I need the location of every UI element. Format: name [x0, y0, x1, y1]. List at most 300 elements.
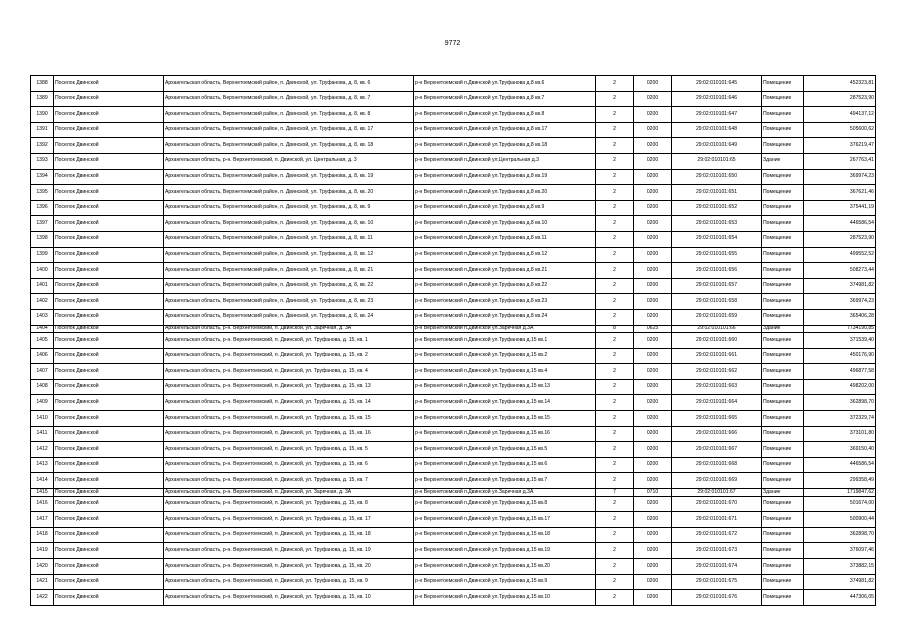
settlement-name: Поселок Двинской — [54, 457, 164, 473]
object-type: Помещение — [762, 395, 804, 411]
full-address: Архангельская область, р-н. Верхнетоемский, п. Двинской, ул. Труфанова, д. 15, кв. 20 — [164, 559, 414, 575]
row-number: 1405 — [31, 333, 54, 349]
table-row — [31, 216, 876, 232]
short-address: р-н Верхнетоемский п.Двинской ул.Труфанова д.15 кв.20 — [414, 559, 596, 575]
short-address: р-н Верхнетоемский п.Двинской ул.Труфанова д.8 кв.22 — [414, 278, 596, 294]
cadastral-number: 29:02:010101:647 — [672, 107, 762, 123]
short-address: р-н Верхнетоемский п.Двинской ул.Труфанова д.15 кв.1 — [414, 333, 596, 349]
cadastral-value: 500900,44 — [804, 512, 876, 528]
category-code: 2 — [596, 559, 634, 575]
settlement-name: Поселок Двинской — [54, 107, 164, 123]
object-type: Помещение — [762, 247, 804, 263]
table-row — [31, 411, 876, 427]
row-number: 1398 — [31, 231, 54, 247]
category-code: 2 — [596, 574, 634, 590]
cadastral-number: 29:02:010101:655 — [672, 247, 762, 263]
cadastral-number: 29:02:010101:661 — [672, 348, 762, 364]
object-type: Помещение — [762, 348, 804, 364]
cadastral-number: 29:02:010101:675 — [672, 574, 762, 590]
table-row — [31, 442, 876, 458]
category-code: 2 — [596, 278, 634, 294]
settlement-name: Поселок Двинской — [54, 325, 164, 333]
settlement-name: Поселок Двинской — [54, 527, 164, 543]
table-row — [31, 107, 876, 123]
type-code: 0200 — [634, 590, 672, 606]
category-code: 2 — [596, 294, 634, 310]
cadastral-value: 499552,52 — [804, 247, 876, 263]
full-address: Архангельская область, Верхнетоемский район, п. Двинской, ул. Труфанова, д. 8, кв. 17 — [164, 122, 414, 138]
type-code: 0200 — [634, 247, 672, 263]
cadastral-value: 369150,40 — [804, 442, 876, 458]
short-address: р-н Верхнетоемский п.Двинской ул.Труфанова д.15 кв.17 — [414, 512, 596, 528]
object-type: Помещение — [762, 122, 804, 138]
short-address: р-н Верхнетоемский п.Двинской ул.Труфанова д.15 кв.13 — [414, 379, 596, 395]
category-code: 2 — [596, 200, 634, 216]
category-code: 2 — [596, 457, 634, 473]
category-code: 2 — [596, 76, 634, 92]
cadastral-value: 376097,46 — [804, 543, 876, 559]
object-type: Помещение — [762, 364, 804, 380]
table-row — [31, 379, 876, 395]
row-number: 1422 — [31, 590, 54, 606]
cadastral-number: 29:02:010101:651 — [672, 185, 762, 201]
table-row — [31, 309, 876, 325]
cadastral-value: 1719847,62 — [804, 489, 876, 497]
category-code: 2 — [596, 411, 634, 427]
cadastral-value: 446586,54 — [804, 216, 876, 232]
row-number: 1390 — [31, 107, 54, 123]
short-address: р-н Верхнетоемский п.Двинской ул.Труфанова д.8 кв.19 — [414, 169, 596, 185]
category-code: 2 — [596, 543, 634, 559]
full-address: Архангельская область, Верхнетоемский район, п. Двинской, ул. Труфанова, д. 8, кв. 7 — [164, 91, 414, 107]
table-row — [31, 247, 876, 263]
short-address: р-н Верхнетоемский п.Двинской ул.Труфанова д.15 кв.14 — [414, 395, 596, 411]
cadastral-number: 29:02:010101:646 — [672, 91, 762, 107]
object-type: Помещение — [762, 91, 804, 107]
full-address: Архангельская область, р-н. Верхнетоемский, п. Двинской, ул. Труфанова, д. 15, кв. 7 — [164, 473, 414, 489]
cadastral-number: 29:02:010101:667 — [672, 442, 762, 458]
full-address: Архангельская область, р-н. Верхнетоемский, п. Двинской, ул. Труфанова, д. 15, кв. 6 — [164, 457, 414, 473]
category-code: 7 — [596, 489, 634, 497]
full-address: Архангельская область, Верхнетоемский район, п. Двинской, ул. Труфанова, д. 8, кв. 8 — [164, 107, 414, 123]
short-address: р-н Верхнетоемский п.Двинской ул.Труфанова д.8 кв.6 — [414, 76, 596, 92]
category-code: 2 — [596, 364, 634, 380]
category-code: 2 — [596, 473, 634, 489]
settlement-name: Поселок Двинской — [54, 364, 164, 380]
settlement-name: Поселок Двинской — [54, 574, 164, 590]
cadastral-value: 508273,44 — [804, 263, 876, 279]
full-address: Архангельская область, р-н. Верхнетоемский, п. Двинской, ул. Труфанова, д. 15, кв. 4 — [164, 364, 414, 380]
type-code: 0200 — [634, 185, 672, 201]
full-address: Архангельская область, Верхнетоемский район, п. Двинской, ул. Труфанова, д. 8, кв. 9 — [164, 200, 414, 216]
table-row — [31, 169, 876, 185]
table-row — [31, 200, 876, 216]
settlement-name: Поселок Двинской — [54, 590, 164, 606]
type-code: 0200 — [634, 348, 672, 364]
type-code: 0200 — [634, 364, 672, 380]
full-address: Архангельская область, р-н. Верхнетоемский, п. Двинской, ул. Труфанова, д. 15, кв. 16 — [164, 426, 414, 442]
table-row — [31, 457, 876, 473]
type-code: 0200 — [634, 107, 672, 123]
cadastral-value: 7734190,85 — [804, 325, 876, 333]
short-address: р-н Верхнетоемский п.Двинской ул.Труфанова д.15 кв.16 — [414, 426, 596, 442]
category-code: 2 — [596, 333, 634, 349]
cadastral-value: 373882,15 — [804, 559, 876, 575]
cadastral-number: 29:02:010101:657 — [672, 278, 762, 294]
type-code: 0200 — [634, 442, 672, 458]
type-code: 0200 — [634, 309, 672, 325]
settlement-name: Поселок Двинской — [54, 185, 164, 201]
object-type: Помещение — [762, 216, 804, 232]
type-code: 0200 — [634, 138, 672, 154]
row-number: 1394 — [31, 169, 54, 185]
short-address: р-н Верхнетоемский п.Двинской ул.Труфанова д.8 кв.10 — [414, 216, 596, 232]
property-table — [30, 75, 876, 606]
type-code: 0200 — [634, 574, 672, 590]
cadastral-number: 29:02:010101:652 — [672, 200, 762, 216]
row-number: 1418 — [31, 527, 54, 543]
row-number: 1388 — [31, 76, 54, 92]
cadastral-number: 29:02:010101:670 — [672, 496, 762, 512]
settlement-name: Поселок Двинской — [54, 263, 164, 279]
table-row — [31, 543, 876, 559]
cadastral-number: 29:02:010101:658 — [672, 294, 762, 310]
category-code: 2 — [596, 442, 634, 458]
cadastral-value: 496877,58 — [804, 364, 876, 380]
row-number: 1392 — [31, 138, 54, 154]
row-number: 1404 — [31, 325, 54, 333]
table-row — [31, 325, 876, 333]
object-type: Помещение — [762, 200, 804, 216]
category-code: 2 — [596, 185, 634, 201]
table-row — [31, 364, 876, 380]
short-address: р-н Верхнетоемский п.Двинской ул.Труфанова д.8 кв.18 — [414, 138, 596, 154]
cadastral-number: 29:02:010101:665 — [672, 411, 762, 427]
category-code: 2 — [596, 107, 634, 123]
category-code: 2 — [596, 231, 634, 247]
cadastral-number: 29:02:010101:66 — [672, 325, 762, 333]
cadastral-value: 372329,74 — [804, 411, 876, 427]
row-number: 1421 — [31, 574, 54, 590]
full-address: Архангельская область, Верхнетоемский район, п. Двинской, ул. Труфанова, д. 8, кв. 23 — [164, 294, 414, 310]
object-type: Помещение — [762, 512, 804, 528]
full-address: Архангельская область, р-н. Верхнетоемский, п. Двинской, ул. Труфанова, д. 15, кв. 19 — [164, 543, 414, 559]
table-row — [31, 278, 876, 294]
settlement-name: Поселок Двинской — [54, 309, 164, 325]
cadastral-number: 29:02:010101:662 — [672, 364, 762, 380]
short-address: р-н Верхнетоемский п.Двинской ул.Заречная д.3А — [414, 489, 596, 497]
type-code: 0200 — [634, 379, 672, 395]
settlement-name: Поселок Двинской — [54, 216, 164, 232]
row-number: 1409 — [31, 395, 54, 411]
table-row — [31, 559, 876, 575]
cadastral-number: 29:02:010101:649 — [672, 138, 762, 154]
cadastral-value: 450176,90 — [804, 348, 876, 364]
object-type: Помещение — [762, 411, 804, 427]
settlement-name: Поселок Двинской — [54, 122, 164, 138]
object-type: Помещение — [762, 278, 804, 294]
object-type: Помещение — [762, 76, 804, 92]
object-type: Помещение — [762, 294, 804, 310]
settlement-name: Поселок Двинской — [54, 426, 164, 442]
cadastral-number: 29:02:010101:671 — [672, 512, 762, 528]
row-number: 1414 — [31, 473, 54, 489]
cadastral-number: 29:02:010101:653 — [672, 216, 762, 232]
settlement-name: Поселок Двинской — [54, 512, 164, 528]
table-row — [31, 76, 876, 92]
type-code: 0200 — [634, 426, 672, 442]
cadastral-number: 29:02:010101:668 — [672, 457, 762, 473]
table-row — [31, 231, 876, 247]
short-address: р-н Верхнетоемский п.Двинской ул.Труфанова д.15 кв.15 — [414, 411, 596, 427]
short-address: р-н Верхнетоемский п.Двинской ул.Труфанова д.8 кв.23 — [414, 294, 596, 310]
full-address: Архангельская область, Верхнетоемский район, п. Двинской, ул. Труфанова, д. 8, кв. 21 — [164, 263, 414, 279]
row-number: 1403 — [31, 309, 54, 325]
settlement-name: Поселок Двинской — [54, 442, 164, 458]
short-address: р-н Верхнетоемский п.Двинской ул.Труфанова д.8 кв.17 — [414, 122, 596, 138]
row-number: 1393 — [31, 153, 54, 169]
object-type: Помещение — [762, 185, 804, 201]
table-row — [31, 512, 876, 528]
row-number: 1412 — [31, 442, 54, 458]
type-code: 0200 — [634, 76, 672, 92]
settlement-name: Поселок Двинской — [54, 138, 164, 154]
full-address: Архангельская область, р-н. Верхнетоемский, п. Двинской, ул. Труфанова, д. 15, кв. 13 — [164, 379, 414, 395]
type-code: 0200 — [634, 543, 672, 559]
type-code: 0200 — [634, 333, 672, 349]
category-code: 2 — [596, 395, 634, 411]
short-address: р-н Верхнетоемский п.Двинской ул.Труфанова д.15 кв.9 — [414, 574, 596, 590]
table-row — [31, 294, 876, 310]
category-code: 2 — [596, 348, 634, 364]
table-row — [31, 263, 876, 279]
type-code: 0200 — [634, 231, 672, 247]
settlement-name: Поселок Двинской — [54, 231, 164, 247]
cadastral-number: 29:02:010101:664 — [672, 395, 762, 411]
table-row — [31, 185, 876, 201]
settlement-name: Поселок Двинской — [54, 379, 164, 395]
full-address: Архангельская область, Верхнетоемский район, п. Двинской, ул. Труфанова, д. 8, кв. 18 — [164, 138, 414, 154]
cadastral-number: 29:02:010101:65 — [672, 153, 762, 169]
cadastral-value: 376219,47 — [804, 138, 876, 154]
settlement-name: Поселок Двинской — [54, 496, 164, 512]
full-address: Архангельская область, Верхнетоемский район, п. Двинской, ул. Труфанова, д. 8, кв. 12 — [164, 247, 414, 263]
category-code: 2 — [596, 426, 634, 442]
type-code: 0200 — [634, 559, 672, 575]
row-number: 1396 — [31, 200, 54, 216]
full-address: Архангельская область, Верхнетоемский район, п. Двинской, ул. Труфанова, д. 8, кв. 10 — [164, 216, 414, 232]
settlement-name: Поселок Двинской — [54, 200, 164, 216]
short-address: р-н Верхнетоемский п.Двинской ул.Труфанова д.8 кв.12 — [414, 247, 596, 263]
table-row — [31, 426, 876, 442]
object-type: Помещение — [762, 574, 804, 590]
cadastral-number: 29:02:010101:672 — [672, 527, 762, 543]
cadastral-value: 373101,80 — [804, 426, 876, 442]
settlement-name: Поселок Двинской — [54, 76, 164, 92]
short-address: р-н Верхнетоемский п.Двинской ул.Труфанова д.15 кв.2 — [414, 348, 596, 364]
cadastral-number: 29:02:010101:663 — [672, 379, 762, 395]
cadastral-number: 29:02:010101:650 — [672, 169, 762, 185]
full-address: Архангельская область, р-н. Верхнетоемский, п. Двинской, ул. Труфанова, д. 15, кв. 9 — [164, 574, 414, 590]
object-type: Помещение — [762, 426, 804, 442]
object-type: Помещение — [762, 496, 804, 512]
full-address: Архангельская область, Верхнетоемский район, п. Двинской, ул. Труфанова, д. 8, кв. 6 — [164, 76, 414, 92]
category-code: 2 — [596, 138, 634, 154]
settlement-name: Поселок Двинской — [54, 543, 164, 559]
type-code: 0710 — [634, 489, 672, 497]
cadastral-number: 29:02:010101:659 — [672, 309, 762, 325]
cadastral-number: 29:02:010101:669 — [672, 473, 762, 489]
full-address: Архангельская область, р-н. Верхнетоемский, п. Двинской, ул. Труфанова, д. 15, кв. 5 — [164, 442, 414, 458]
cadastral-number: 29:02:010101:666 — [672, 426, 762, 442]
category-code: 2 — [596, 122, 634, 138]
table-row — [31, 473, 876, 489]
cadastral-number: 29:02:010101:676 — [672, 590, 762, 606]
table-row — [31, 91, 876, 107]
table-row — [31, 153, 876, 169]
type-code: 0200 — [634, 278, 672, 294]
row-number: 1415 — [31, 489, 54, 497]
short-address: р-н Верхнетоемский п.Двинской ул.Труфанова д.8 кв.7 — [414, 91, 596, 107]
type-code: 0200 — [634, 153, 672, 169]
settlement-name: Поселок Двинской — [54, 153, 164, 169]
object-type: Помещение — [762, 231, 804, 247]
full-address: Архангельская область, Верхнетоемский район, п. Двинской, ул. Труфанова, д. 8, кв. 24 — [164, 309, 414, 325]
full-address: Архангельская область, р-н. Верхнетоемский, п. Двинской, ул. Труфанова, д. 15, кв. 10 — [164, 590, 414, 606]
cadastral-value: 369974,23 — [804, 294, 876, 310]
category-code: 2 — [596, 309, 634, 325]
row-number: 1389 — [31, 91, 54, 107]
settlement-name: Поселок Двинской — [54, 489, 164, 497]
row-number: 1406 — [31, 348, 54, 364]
object-type: Здание — [762, 325, 804, 333]
row-number: 1395 — [31, 185, 54, 201]
settlement-name: Поселок Двинской — [54, 473, 164, 489]
row-number: 1407 — [31, 364, 54, 380]
cadastral-number: 29:02:010101:656 — [672, 263, 762, 279]
full-address: Архангельская область, р-н. Верхнетоемский, п. Двинской, ул. Труфанова, д. 15, кв. 8 — [164, 496, 414, 512]
cadastral-value: 299358,49 — [804, 473, 876, 489]
settlement-name: Поселок Двинской — [54, 395, 164, 411]
settlement-name: Поселок Двинской — [54, 278, 164, 294]
category-code: 2 — [596, 496, 634, 512]
cadastral-value: 374981,82 — [804, 574, 876, 590]
type-code: 0200 — [634, 473, 672, 489]
full-address: Архангельская область, р-н. Верхнетоемский, п. Двинской, ул. Труфанова, д. 15, кв. 17 — [164, 512, 414, 528]
settlement-name: Поселок Двинской — [54, 333, 164, 349]
short-address: р-н Верхнетоемский п.Двинской ул.Труфанова д.15 кв.6 — [414, 457, 596, 473]
short-address: р-н Верхнетоемский п.Двинской ул.Труфанова д.8 кв.21 — [414, 263, 596, 279]
category-code: 2 — [596, 216, 634, 232]
cadastral-value: 498202,00 — [804, 379, 876, 395]
short-address: р-н Верхнетоемский п.Двинской ул.Труфанова д.8 кв.9 — [414, 200, 596, 216]
cadastral-value: 362898,70 — [804, 395, 876, 411]
cadastral-value: 267763,41 — [804, 153, 876, 169]
row-number: 1399 — [31, 247, 54, 263]
row-number: 1411 — [31, 426, 54, 442]
row-number: 1419 — [31, 543, 54, 559]
settlement-name: Поселок Двинской — [54, 247, 164, 263]
short-address: р-н Верхнетоемский п.Двинской ул.Труфанова д.15 кв.7 — [414, 473, 596, 489]
row-number: 1401 — [31, 278, 54, 294]
category-code: 2 — [596, 512, 634, 528]
short-address: р-н Верхнетоемский п.Двинской ул.Труфанова д.15 кв.4 — [414, 364, 596, 380]
category-code: 2 — [596, 247, 634, 263]
cadastral-number: 29:02:010101:648 — [672, 122, 762, 138]
category-code: 2 — [596, 263, 634, 279]
type-code: 0200 — [634, 216, 672, 232]
cadastral-value: 287523,90 — [804, 231, 876, 247]
type-code: 0200 — [634, 200, 672, 216]
category-code: 2 — [596, 169, 634, 185]
full-address: Архангельская область, р-н. Верхнетоемский, п. Двинской, ул. Труфанова, д. 15, кв. 2 — [164, 348, 414, 364]
object-type: Помещение — [762, 333, 804, 349]
row-number: 1397 — [31, 216, 54, 232]
cadastral-number: 29:02:010101:660 — [672, 333, 762, 349]
short-address: р-н Верхнетоемский п.Двинской ул.Труфанова д.15 кв.8 — [414, 496, 596, 512]
full-address: Архангельская область, Верхнетоемский район, п. Двинской, ул. Труфанова, д. 8, кв. 22 — [164, 278, 414, 294]
row-number: 1391 — [31, 122, 54, 138]
short-address: р-н Верхнетоемский п.Двинской ул.Заречная д.3А — [414, 325, 596, 333]
object-type: Помещение — [762, 263, 804, 279]
table-row — [31, 574, 876, 590]
short-address: р-н Верхнетоемский п.Двинской ул.Труфанова д.15 кв.19 — [414, 543, 596, 559]
object-type: Здание — [762, 489, 804, 497]
object-type: Помещение — [762, 107, 804, 123]
cadastral-value: 447306,05 — [804, 590, 876, 606]
category-code: 8 — [596, 325, 634, 333]
type-code: 0200 — [634, 395, 672, 411]
category-code: 2 — [596, 153, 634, 169]
object-type: Помещение — [762, 457, 804, 473]
category-code: 2 — [596, 379, 634, 395]
cadastral-number: 29:02:010101:654 — [672, 231, 762, 247]
type-code: 0200 — [634, 122, 672, 138]
table-row — [31, 333, 876, 349]
row-number: 1420 — [31, 559, 54, 575]
category-code: 2 — [596, 590, 634, 606]
cadastral-value: 505600,62 — [804, 122, 876, 138]
cadastral-number: 29:02:010101:67 — [672, 489, 762, 497]
full-address: Архангельская область, р-н. Верхнетоемский, п. Двинской, ул. Заречная, д. 3А — [164, 489, 414, 497]
short-address: р-н Верхнетоемский п.Двинской ул.Труфанова д.15 кв.10 — [414, 590, 596, 606]
settlement-name: Поселок Двинской — [54, 348, 164, 364]
object-type: Помещение — [762, 138, 804, 154]
short-address: р-н Верхнетоемский п.Двинской ул.Труфанова д.8 кв.11 — [414, 231, 596, 247]
cadastral-value: 452323,81 — [804, 76, 876, 92]
settlement-name: Поселок Двинской — [54, 294, 164, 310]
table-row — [31, 590, 876, 606]
type-code: 0200 — [634, 496, 672, 512]
row-number: 1402 — [31, 294, 54, 310]
full-address: Архангельская область, р-н. Верхнетоемский, п. Двинской, ул. Труфанова, д. 15, кв. 18 — [164, 527, 414, 543]
type-code: 0625 — [634, 325, 672, 333]
type-code: 0200 — [634, 169, 672, 185]
cadastral-value: 369974,23 — [804, 169, 876, 185]
full-address: Архангельская область, р-н. Верхнетоемский, п. Двинской, ул. Центральная, д. 3 — [164, 153, 414, 169]
type-code: 0200 — [634, 457, 672, 473]
short-address: р-н Верхнетоемский п.Двинской ул.Труфанова д.8 кв.8 — [414, 107, 596, 123]
object-type: Помещение — [762, 543, 804, 559]
type-code: 0200 — [634, 91, 672, 107]
row-number: 1400 — [31, 263, 54, 279]
page-number: 9772 — [444, 40, 461, 47]
cadastral-value: 365406,28 — [804, 309, 876, 325]
table-row — [31, 122, 876, 138]
cadastral-number: 29:02:010101:674 — [672, 559, 762, 575]
category-code: 2 — [596, 91, 634, 107]
cadastral-value: 367621,46 — [804, 185, 876, 201]
